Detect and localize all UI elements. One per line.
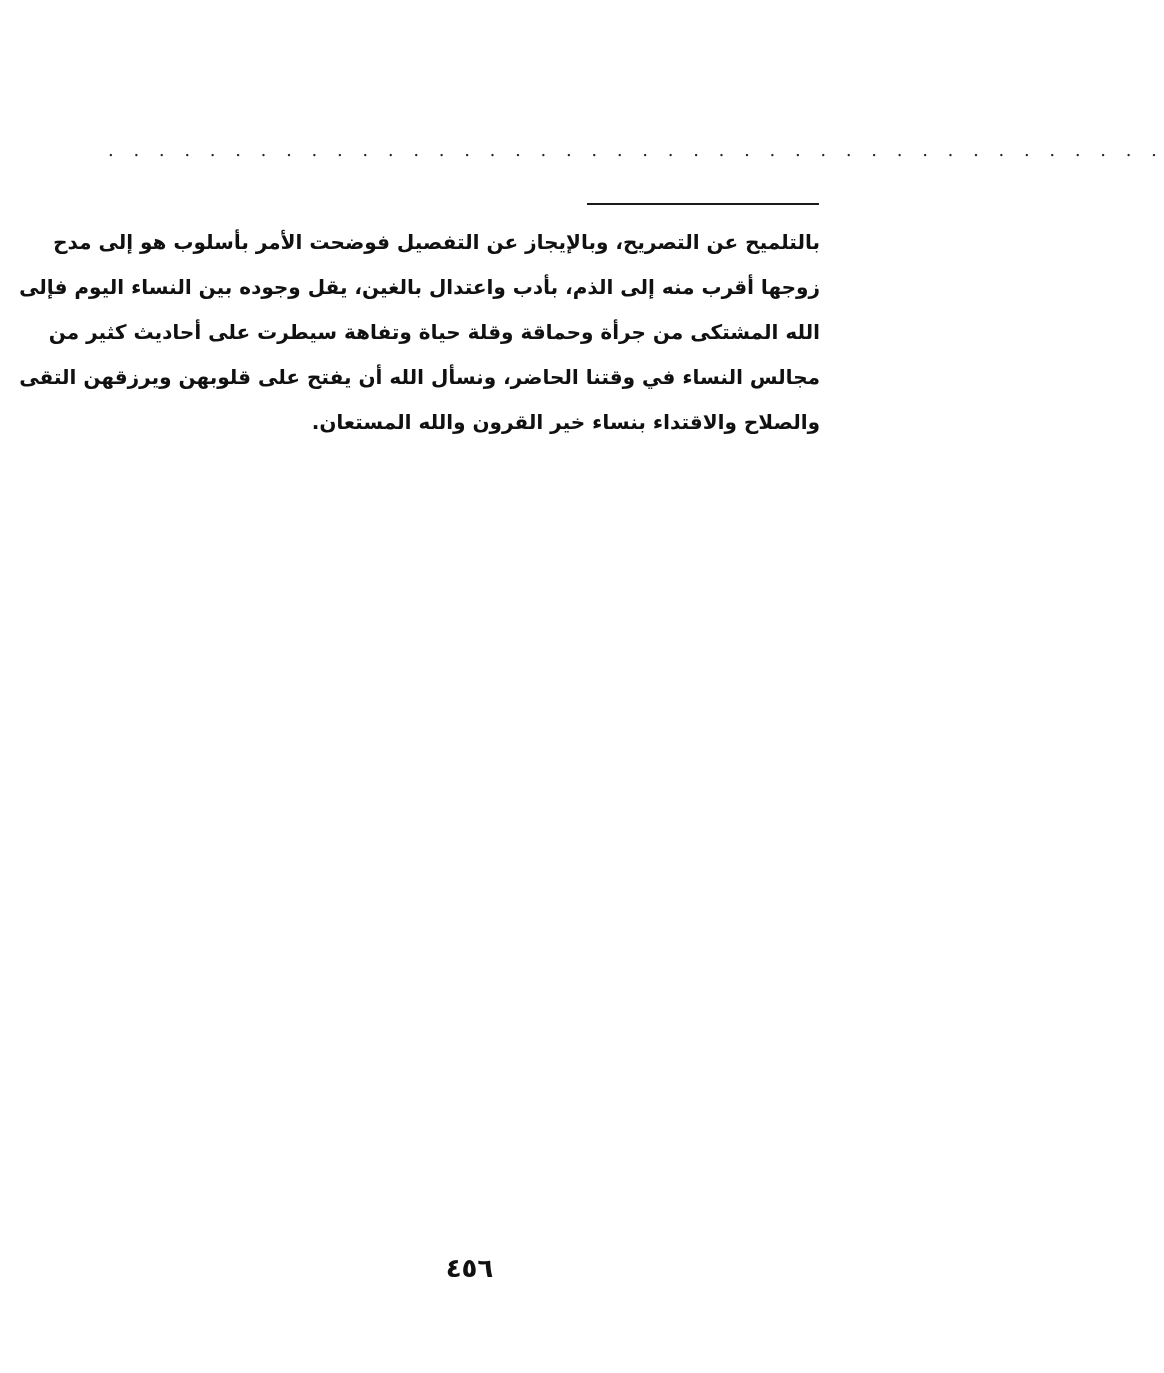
horizontal-rule (587, 203, 819, 205)
paragraph-line-3: الله المشتكى من جرأة وحماقة وقلة حياة وتفاهة سيطرت على أحاديث كثير من (48, 320, 820, 344)
dotted-separator: . . . . . . . . . . . . . . . . . . . . . . . . . . . . . . . . . . . . . . . . . . (108, 140, 1164, 161)
paragraph-line-2: زوجها أقرب منه إلى الذم، بأدب واعتدال بالغين، يقل وجوده بين النساء اليوم فإلى (19, 275, 820, 299)
paragraph-line-5: والصلاح والاقتداء بنساء خير القرون والله المستعان. (311, 410, 820, 434)
page-number: ٤٥٦ (445, 1254, 494, 1284)
paragraph-line-4: مجالس النساء في وقتنا الحاضر، ونسأل الله أن يفتح على قلوبهن ويرزقهن التقى (19, 365, 820, 389)
paragraph-line-1: بالتلميح عن التصريح، وبالإيجاز عن التفصيل فوضحت الأمر بأسلوب هو إلى مدح (53, 230, 820, 254)
paragraph (19, 220, 820, 445)
